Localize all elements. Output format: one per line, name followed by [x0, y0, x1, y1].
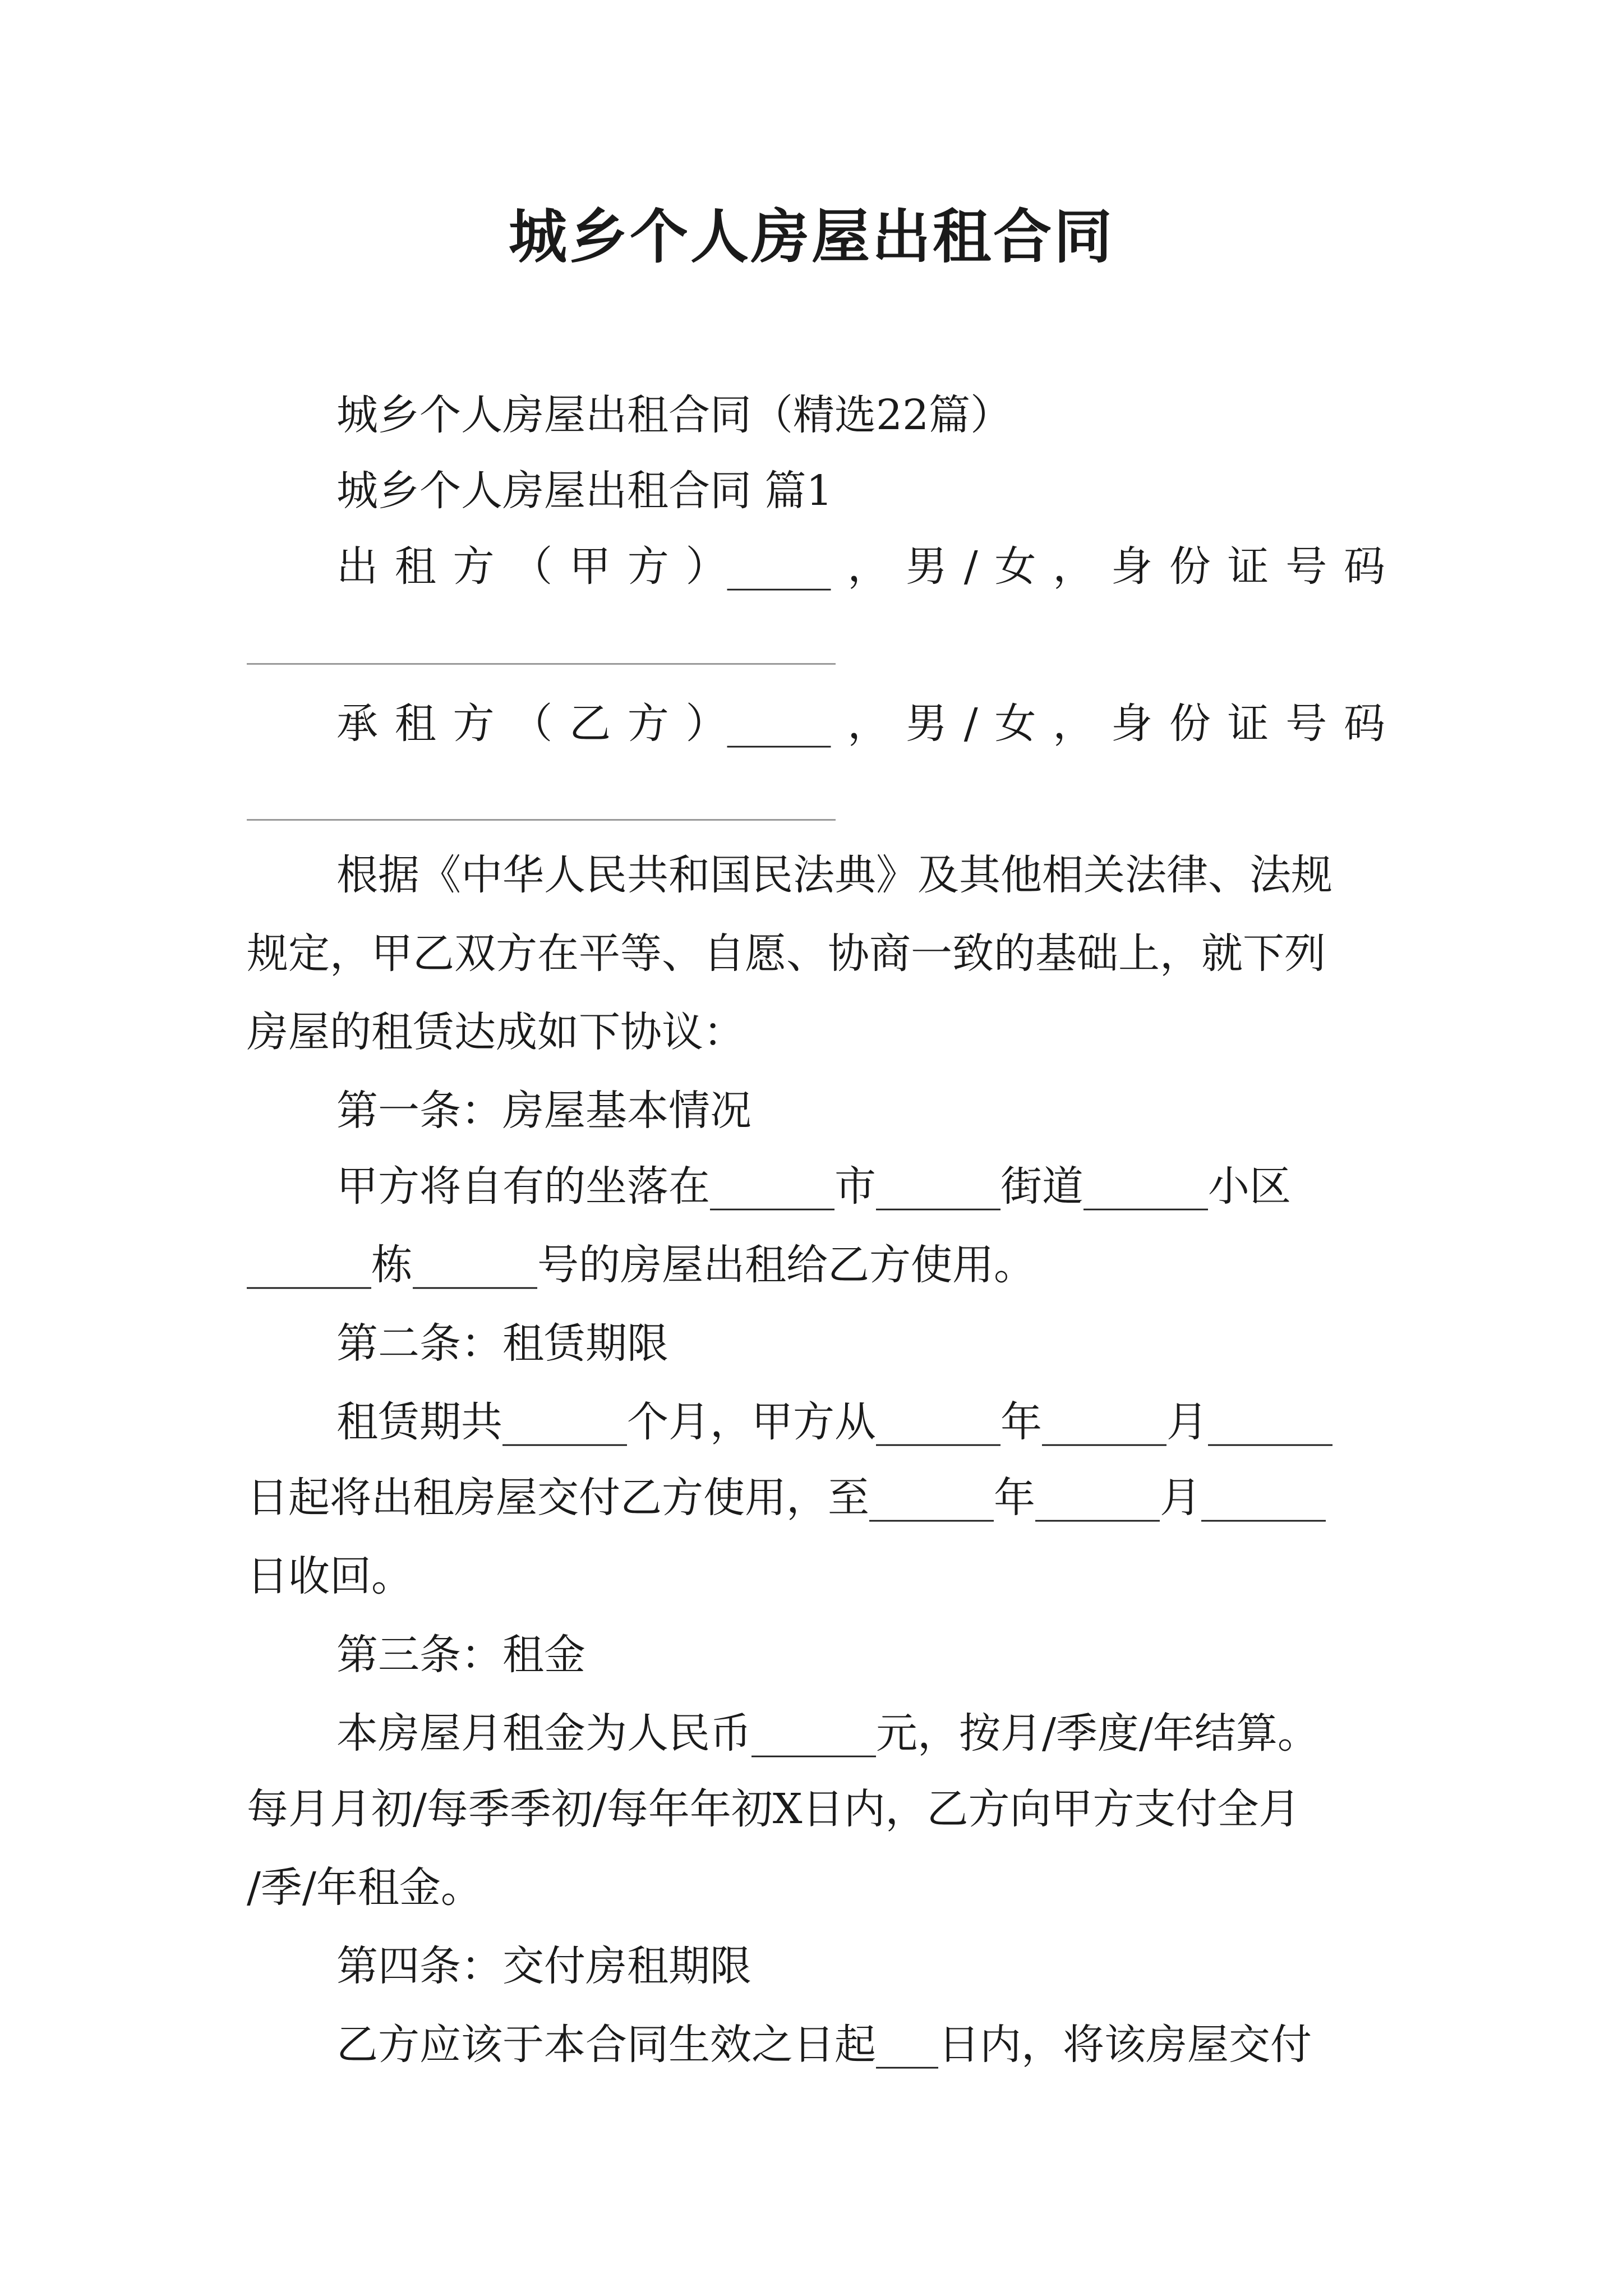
lessor-char: 甲	[569, 542, 611, 591]
lessor-char: 女	[994, 542, 1036, 591]
article3-heading: 第三条：租金	[336, 1631, 585, 1679]
article1-heading: 第一条：房屋基本情况	[336, 1087, 751, 1135]
article3-line: /季/年租金。	[247, 1864, 482, 1912]
lessee-char: 份	[1169, 700, 1211, 748]
lessor-char: 份	[1169, 542, 1211, 591]
lessee-char: 乙	[569, 700, 611, 748]
lessor-char: 身	[1110, 542, 1152, 591]
lessee-line	[336, 696, 1385, 752]
lessee-char: ，	[847, 700, 889, 748]
lessor-char: 男	[906, 542, 947, 591]
lessor-char: 方	[627, 542, 669, 591]
lessor-char: 码	[1343, 542, 1385, 591]
intro-line: 规定，甲乙双方在平等、自愿、协商一致的基础上，就下列	[247, 930, 1326, 978]
lessee-id-blank-line	[247, 819, 836, 821]
lessor-line	[336, 539, 1385, 595]
lessee-name-blank: ）_____	[685, 700, 831, 748]
article2-line: 日起将出租房屋交付乙方使用，至______年______月______	[247, 1474, 1326, 1522]
lessor-char: ，	[847, 542, 889, 591]
article2-line: 租赁期共______个月，甲方从______年______月______	[336, 1398, 1332, 1446]
lessee-char: 承	[336, 700, 378, 748]
lessor-char: ，	[1053, 542, 1095, 591]
intro-line: 房屋的租赁达成如下协议：	[247, 1008, 745, 1056]
lessee-char: 租	[394, 700, 436, 748]
section-heading: 城乡个人房屋出租合同 篇1	[336, 467, 833, 515]
lessee-char: （	[511, 700, 553, 748]
lessor-char: /	[963, 542, 978, 591]
lessor-char: 出	[336, 542, 378, 591]
intro-line: 根据《中华人民共和国民法典》及其他相关法律、法规	[336, 851, 1332, 899]
lessee-char: /	[963, 700, 978, 748]
lessee-char: 身	[1110, 700, 1152, 748]
article3-line: 本房屋月租金为人民币______元，按月/季度/年结算。	[336, 1709, 1319, 1757]
article2-line: 日收回。	[247, 1552, 413, 1600]
lessee-char: 码	[1343, 700, 1385, 748]
lessee-char: 方	[453, 700, 495, 748]
lessee-char: 女	[994, 700, 1036, 748]
document-title: 城乡个人房屋出租合同	[508, 202, 1114, 271]
lessee-char: 证	[1227, 700, 1269, 748]
lessor-id-blank-line	[247, 663, 836, 665]
article1-line: 甲方将自有的坐落在______市______街道______小区	[336, 1162, 1291, 1211]
article4-heading: 第四条：交付房租期限	[336, 1942, 751, 1990]
article1-line: ______栋______号的房屋出租给乙方使用。	[247, 1241, 1035, 1289]
lessee-char: 男	[906, 700, 947, 748]
lessee-char: 方	[627, 700, 669, 748]
lessee-char: 号	[1285, 700, 1327, 748]
lessor-char: 号	[1285, 542, 1327, 591]
lessee-char: ，	[1053, 700, 1095, 748]
article3-line: 每月月初/每季季初/每年年初X日内，乙方向甲方支付全月	[247, 1785, 1301, 1833]
lessor-char: 方	[453, 542, 495, 591]
lessor-name-blank: ）_____	[685, 542, 831, 591]
subtitle: 城乡个人房屋出租合同（精选22篇）	[336, 391, 1012, 439]
article4-line: 乙方应该于本合同生效之日起___日内，将该房屋交付	[336, 2021, 1312, 2069]
lessor-char: 租	[394, 542, 436, 591]
lessor-char: 证	[1227, 542, 1269, 591]
lessor-char: （	[511, 542, 553, 591]
article2-heading: 第二条：租赁期限	[336, 1319, 668, 1368]
